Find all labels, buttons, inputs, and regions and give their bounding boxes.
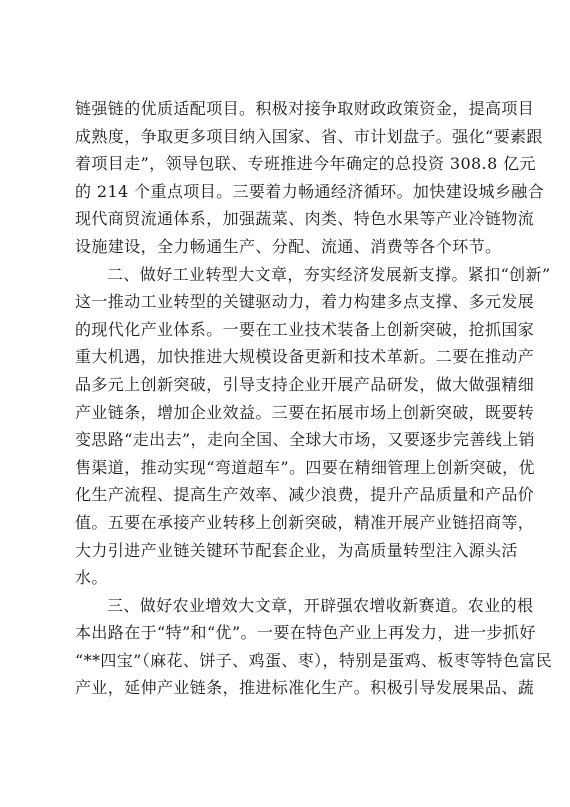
text-line: “**四宝”（麻花、饼子、鸡蛋、枣），特别是蛋鸡、板枣等特色富民 [75,650,553,670]
text-line: 化生产流程、提高生产效率、减少浪费，提升产品质量和产品价 [75,485,535,505]
text-line: 链强链的优质适配项目。积极对接争取财政政策资金，提高项目 [75,99,535,118]
text-line: 水。 [75,568,108,588]
text-line: 这一推动工业转型的关键驱动力，着力构建多点支撑、多元发展 [75,292,535,312]
text-line: 着项目走”，领导包联、专班推进今年确定的总投资 308.8 亿元 [75,154,536,174]
text-line: 产业链条，增加企业效益。三要在拓展市场上创新突破，既要转 [75,402,535,422]
text-line: 品多元上创新突破，引导支持企业开展产品研发，做大做强精细 [75,374,535,394]
section-heading-line: 三、做好农业增效大文章，开辟强农增收新赛道。农业的根 [107,595,534,615]
text-line: 设施建设，全力畅通生产、分配、流通、消费等各个环节。 [75,236,502,256]
text-line: 成熟度，争取更多项目纳入国家、省、市计划盘子。强化“要素跟 [75,126,543,146]
section-heading-line: 二、做好工业转型大文章，夯实经济发展新支撑。紧扣“创新” [107,264,551,284]
document-body [75,95,553,702]
text-line: 产业，延伸产业链条，推进标准化生产。积极引导发展果品、蔬 [75,678,535,698]
text-line: 本出路在于“特”和“优”。一要在特色产业上再发力，进一步抓好 [75,623,536,643]
text-line: 售渠道，推动实现“弯道超车”。四要在精细管理上创新突破，优 [75,457,535,477]
text-line: 的现代化产业体系。一要在工业技术装备上创新突破，抢抓国家 [75,319,535,339]
text-line: 的 214 个重点项目。三要着力畅通经济循环。加快建设城乡融合 [75,181,545,201]
text-line: 值。五要在承接产业转移上创新突破，精准开展产业链招商等， [75,512,535,532]
text-line: 现代商贸流通体系，加强蔬菜、肉类、特色水果等产业冷链物流 [75,209,535,229]
text-line: 重大机遇，加快推进大规模设备更新和技术革新。二要在推动产 [75,347,535,367]
text-line: 变思路“走出去”，走向全国、全球大市场，又要逐步完善线上销 [75,430,535,450]
text-line: 大力引进产业链关键环节配套企业，为高质量转型注入源头活 [75,540,518,560]
